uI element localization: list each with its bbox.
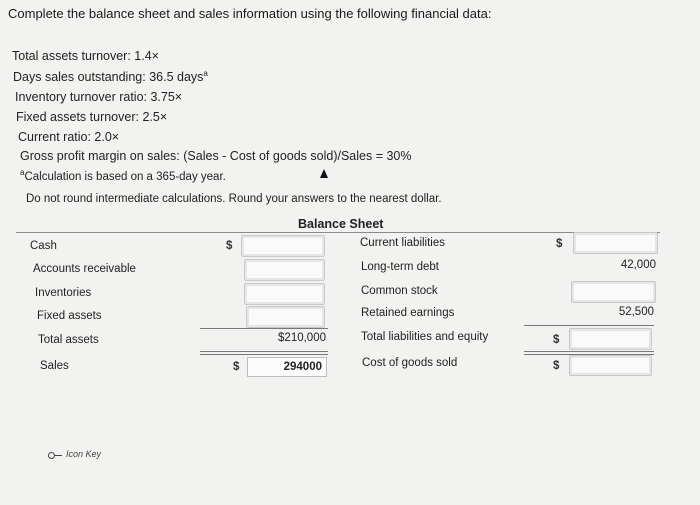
data-inventory-turnover: Inventory turnover ratio: 3.75× (15, 90, 183, 104)
data-gross-profit-margin: Gross profit margin on sales: (Sales - Cost of goods sold)/Sales = 30% (20, 149, 412, 163)
balance-sheet-title: Balance Sheet (298, 217, 384, 231)
data-total-assets-turnover: Total assets turnover: 1.4× (12, 49, 159, 63)
retained-earnings-value: 52,500 (618, 306, 654, 318)
cash-label: Cash (30, 240, 57, 252)
cogs-dollar-sign: $ (553, 360, 560, 372)
current-liabilities-dollar-sign: $ (556, 238, 563, 250)
long-term-debt-label: Long-term debt (361, 261, 439, 273)
total-rule (200, 328, 328, 329)
common-stock-label: Common stock (361, 285, 438, 297)
divider (16, 232, 660, 233)
total-assets-value: $210,000 (278, 332, 326, 344)
sales-input[interactable]: 294000 (247, 357, 327, 377)
long-term-debt-value: 42,000 (620, 259, 656, 271)
current-liabilities-label: Current liabilities (360, 237, 446, 249)
cash-input[interactable] (241, 235, 325, 257)
total-rule-right (524, 325, 654, 326)
cogs-label: Cost of goods sold (362, 357, 458, 369)
question-prompt: Complete the balance sheet and sales information using the following financial data: (8, 6, 492, 21)
current-liabilities-input[interactable] (573, 232, 658, 254)
common-stock-input[interactable] (571, 281, 656, 303)
double-rule-top (200, 351, 328, 352)
total-assets-label: Total assets (38, 334, 99, 346)
inventories-label: Inventories (35, 287, 92, 299)
data-footnote: $^a$Calculation is based on a 365-day year. (20, 168, 226, 183)
cash-dollar-sign: $ (226, 240, 233, 252)
sales-label: Sales (40, 360, 69, 372)
inventories-input[interactable] (244, 283, 325, 305)
retained-earnings-label: Retained earnings (361, 307, 455, 319)
data-current-ratio: Current ratio: 2.0× (18, 130, 120, 144)
sales-dollar-sign: $ (233, 361, 240, 373)
total-liabilities-equity-label: Total liabilities and equity (361, 331, 489, 343)
accounts-receivable-label: Accounts receivable (33, 263, 136, 275)
key-icon (48, 452, 62, 458)
cursor-arrow-icon (320, 169, 328, 178)
total-liabilities-dollar-sign: $ (553, 334, 560, 346)
fixed-assets-label: Fixed assets (37, 310, 102, 322)
cogs-input[interactable] (569, 355, 652, 376)
accounts-receivable-input[interactable] (244, 259, 325, 281)
double-rule-bottom (200, 354, 328, 355)
fixed-assets-input[interactable] (246, 306, 325, 328)
rounding-instruction: Do not round intermediate calculations. Round your answers to the nearest dollar. (26, 193, 442, 205)
total-liabilities-equity-input[interactable] (569, 328, 652, 350)
double-rule-right-top (524, 351, 654, 352)
icon-key-link[interactable]: Icon Key (48, 449, 101, 459)
data-days-sales-outstanding: Days sales outstanding: 36.5 days$^a$ (13, 69, 208, 85)
data-fixed-assets-turnover: Fixed assets turnover: 2.5× (16, 110, 168, 124)
